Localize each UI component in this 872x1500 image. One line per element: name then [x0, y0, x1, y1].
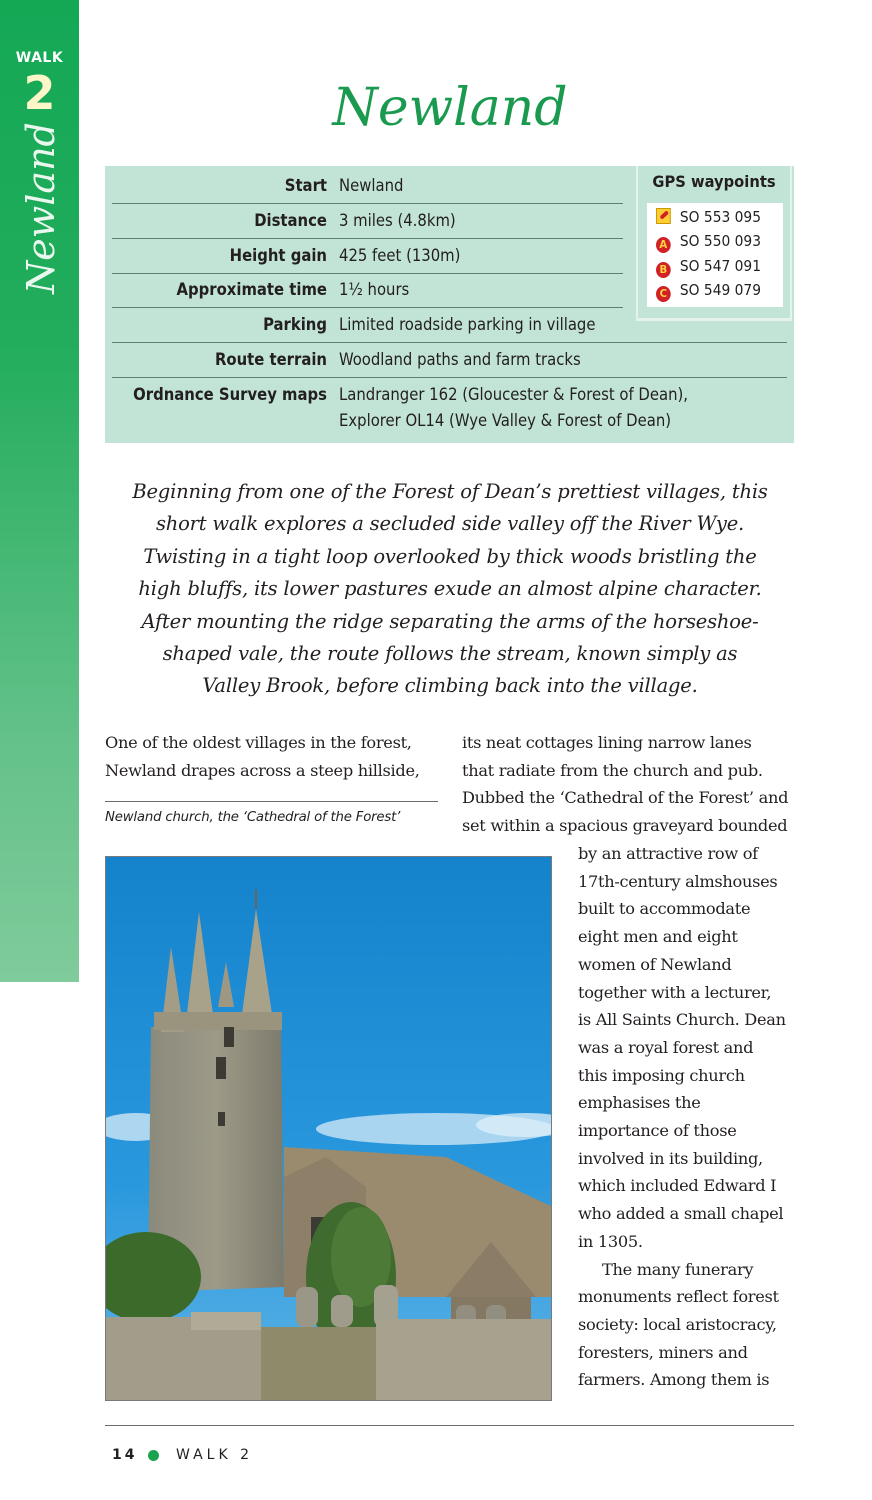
body-line: monuments reflect forest: [578, 1287, 779, 1307]
body-line: farmers. Among them is: [578, 1370, 770, 1390]
info-value-line: Explorer OL14 (Wye Valley & Forest of Dean): [339, 411, 672, 430]
info-label: Route terrain: [214, 350, 327, 369]
intro-line: shaped vale, the route follows the stream, known simply as: [162, 642, 738, 666]
intro-paragraph: [100, 476, 800, 703]
waypoint-ref: SO 553 095: [679, 208, 761, 226]
start-icon: [656, 208, 671, 224]
info-value: 3 miles (4.8km): [339, 211, 456, 230]
body-line: together with a lecturer,: [578, 982, 772, 1002]
walk-number: 2: [23, 66, 56, 120]
intro-line: Twisting in a tight loop overlooked by thick woods bristling the: [143, 544, 757, 568]
page-number: 14: [112, 1447, 138, 1463]
waypoint-ref: SO 550 093: [679, 232, 761, 250]
body-line: women of Newland: [578, 954, 732, 974]
info-row-distance: [112, 204, 623, 239]
info-value: 1½ hours: [339, 280, 410, 299]
gps-waypoint-list: [647, 203, 783, 307]
info-label: Ordnance Survey maps: [133, 385, 327, 404]
info-row-terrain: [112, 343, 787, 378]
body-line: Dubbed the ‘Cathedral of the Forest’ and: [462, 788, 789, 808]
walk-info-panel: [105, 166, 794, 443]
info-value: 425 feet (130m): [339, 246, 461, 265]
body-line: built to accommodate: [578, 899, 751, 919]
body-line: in 1305.: [578, 1231, 643, 1251]
photo-caption: Newland church, the ‘Cathedral of the Forest’: [105, 810, 401, 825]
walk-label: WALK: [15, 50, 64, 66]
info-row-time: [112, 273, 623, 308]
intro-line: Beginning from one of the Forest of Dean’s prettiest villages, this: [132, 480, 768, 503]
waypoint-a-icon: A: [656, 237, 671, 253]
bullet-dot-icon: [148, 1450, 159, 1461]
body-line: by an attractive row of: [578, 844, 758, 863]
body-line: society: local aristocracy,: [578, 1314, 777, 1334]
intro-line: After mounting the ridge separating the arms of the horseshoe-: [141, 609, 759, 633]
info-row-maps: [112, 382, 787, 442]
info-label: Height gain: [229, 246, 327, 265]
body-line: was a royal forest and: [578, 1037, 754, 1057]
body-line: is All Saints Church. Dean: [578, 1010, 786, 1030]
body-line: which included Edward I: [578, 1176, 777, 1196]
info-label: Approximate time: [176, 280, 327, 299]
body-line: that radiate from the church and pub.: [462, 760, 763, 780]
info-label: Parking: [263, 315, 327, 334]
church-photo-image: [106, 857, 552, 1401]
info-value-line: Landranger 162 (Gloucester & Forest of Dean),: [339, 385, 688, 404]
body-line: eight men and eight: [578, 927, 738, 947]
waypoint-c-icon: C: [656, 286, 671, 302]
body-line: its neat cottages lining narrow lanes: [462, 733, 752, 752]
waypoint-ref: SO 547 091: [679, 257, 761, 275]
body-line: this imposing church: [578, 1065, 745, 1085]
church-photo: [105, 856, 552, 1401]
intro-line: high bluffs, its lower pastures exude an almost alpine character.: [138, 577, 762, 601]
intro-line: short walk explores a secluded side valley off the River Wye.: [155, 512, 745, 536]
footer-walk-label: WALK 2: [176, 1447, 253, 1463]
body-column-2: [462, 729, 802, 840]
gps-waypoint-a: [656, 230, 761, 252]
body-line: emphasises the: [578, 1093, 701, 1113]
info-row-height-gain: [112, 239, 623, 274]
body-line: Newland drapes across a steep hillside,: [105, 760, 420, 780]
caption-divider: [105, 801, 438, 802]
info-value: [339, 382, 688, 434]
body-column-3: [578, 840, 798, 1394]
gps-waypoint-c: [656, 279, 761, 301]
page-title: Newland: [332, 78, 568, 138]
intro-line: Valley Brook, before climbing back into the village.: [202, 674, 698, 698]
info-row-start: [112, 169, 623, 204]
info-label: Distance: [254, 211, 327, 230]
info-value: Woodland paths and farm tracks: [339, 350, 581, 369]
info-label: Start: [284, 176, 327, 195]
gps-waypoint-start: [656, 206, 761, 228]
walk-sidebar-tab: [0, 0, 79, 982]
body-line: importance of those: [578, 1121, 737, 1141]
waypoint-ref: SO 549 079: [679, 281, 761, 299]
info-value: Newland: [339, 176, 404, 195]
body-line: 17th-century almshouses: [578, 871, 778, 891]
body-line: The many funerary: [602, 1259, 754, 1279]
gps-waypoint-b: [656, 255, 761, 277]
waypoint-b-icon: B: [656, 262, 671, 278]
body-line: set within a spacious graveyard bounded: [462, 816, 788, 836]
body-line: foresters, miners and: [578, 1342, 748, 1362]
gps-title: GPS waypoints: [652, 172, 776, 191]
gps-waypoints-box: [636, 166, 792, 321]
body-line: who added a small chapel: [578, 1204, 784, 1224]
body-column-1: [105, 729, 445, 784]
footer-divider: [105, 1425, 794, 1426]
info-value: Limited roadside parking in village: [339, 315, 596, 334]
sidebar-title: Newland: [19, 122, 63, 294]
body-line: involved in its building,: [578, 1148, 763, 1168]
body-line: One of the oldest villages in the forest,: [105, 733, 412, 752]
